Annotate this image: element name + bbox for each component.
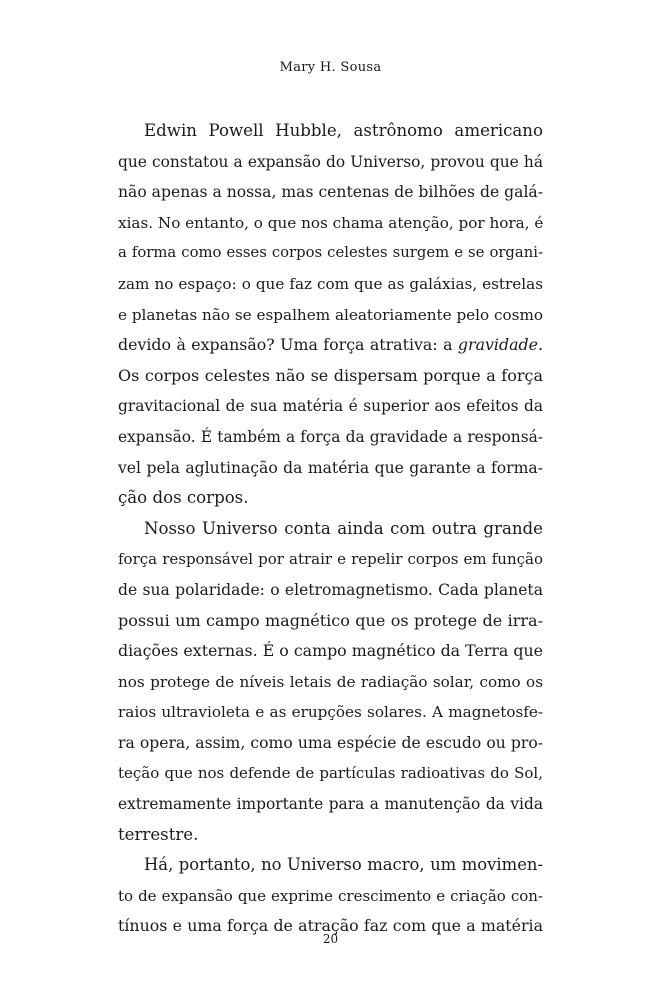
text-line: de sua polaridade: o eletromagnetismo. Cada planeta [118, 580, 543, 599]
text-line: Nosso Universo conta ainda com outra grande [144, 518, 543, 538]
text-line: raios ultravioleta e as erupções solares. A magnetosfe- [118, 703, 543, 722]
text-line: teção que nos defende de partículas radioativas do Sol, [118, 764, 543, 783]
body-text [118, 116, 543, 942]
text-line: e planetas não se espalhem aleatoriamente pelo cosmo [118, 305, 543, 324]
text-line: Os corpos celestes não se dispersam porque a força [118, 365, 543, 385]
text-line: possui um campo magnético que os protege de irra- [118, 610, 543, 630]
text-line: nos protege de níveis letais de radiação solar, como os [118, 672, 543, 691]
paragraph-2 [118, 514, 543, 851]
text-line: tínuos e uma força de atração faz com que a matéria [118, 916, 543, 936]
text-line: força responsável por atrair e repelir corpos em função [118, 550, 543, 569]
text-line-with-italic [118, 330, 543, 361]
text-line: terrestre. [118, 824, 199, 844]
text-line: xias. No entanto, o que nos chama atenção, por hora, é [118, 213, 544, 232]
text-line: ra opera, assim, como uma espécie de escudo ou pro- [118, 733, 543, 752]
text-line: a forma como esses corpos celestes surgem e se organi- [118, 244, 543, 262]
italic-term-gravidade: gravidade [457, 335, 538, 355]
running-header-author: Mary H. Sousa [279, 60, 382, 75]
text-line: zam no espaço: o que faz com que as galáxias, estrelas [118, 274, 543, 293]
text-line: vel pela aglutinação da matéria que garante a forma- [118, 458, 543, 477]
text-line: Há, portanto, no Universo macro, um movimen- [144, 855, 543, 875]
text-line: não apenas a nossa, mas centenas de bilhões de galá- [118, 183, 543, 202]
text-line: extremamente importante para a manutenção da vida [118, 795, 543, 814]
text-line: que constatou a expansão do Universo, provou que há [118, 152, 543, 171]
paragraph-3 [118, 850, 543, 942]
text-line: Edwin Powell Hubble, astrônomo americano [144, 121, 543, 140]
paragraph-1 [118, 116, 543, 514]
text-line: expansão. É também a força da gravidade a responsá- [118, 427, 543, 446]
text-line: diações externas. É o campo magnético da Terra que [118, 641, 543, 661]
text-segment: . [537, 335, 543, 355]
text-segment: devido à expansão? Uma força atrativa: a [118, 335, 458, 355]
page-number: 20 [322, 932, 339, 946]
text-line: ção dos corpos. [118, 488, 249, 508]
text-line: to de expansão que exprime crescimento e criação con- [118, 886, 543, 905]
text-line: gravitacional de sua matéria é superior aos efeitos da [118, 397, 543, 416]
